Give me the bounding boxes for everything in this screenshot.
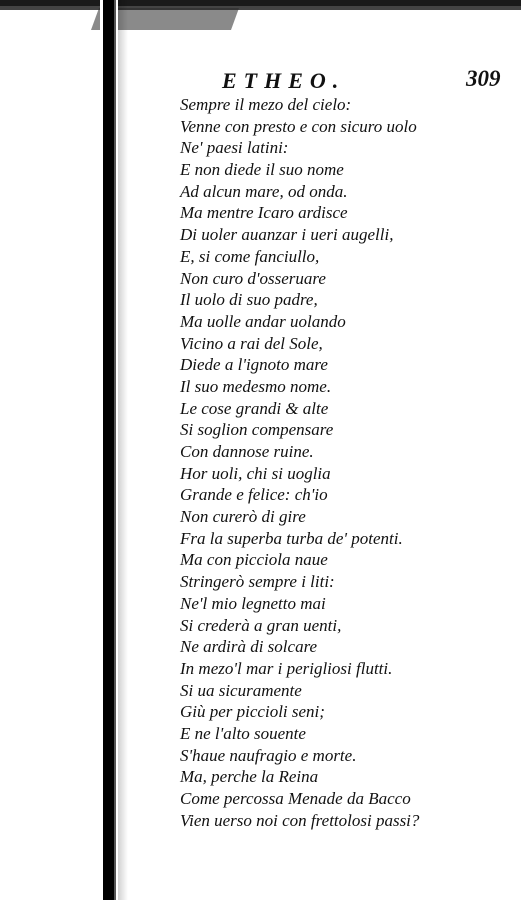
page-top-edge bbox=[0, 0, 521, 34]
verse-line: Con dannose ruine. bbox=[180, 442, 314, 461]
verse-line: Sempre il mezo del cielo: bbox=[180, 95, 352, 114]
verse-line: Ma uolle andar uolando bbox=[180, 311, 346, 331]
verse-line: Si crederà a gran uenti, bbox=[180, 615, 342, 635]
verse-line: Si ua sicuramente bbox=[180, 680, 302, 700]
verse-line: Ma mentre Icaro ardisce bbox=[180, 203, 348, 223]
verse-line: Venne con presto e con sicuro uolo bbox=[180, 116, 417, 136]
verse-line: Di uoler auanzar i ueri augelli, bbox=[180, 225, 394, 245]
verse-line: Il suo medesmo nome. bbox=[180, 376, 332, 396]
verse-line: Giù per piccioli seni; bbox=[180, 702, 325, 722]
verse-line: Ma con picciola naue bbox=[180, 550, 328, 570]
verse-line: Ma, perche la Reina bbox=[180, 767, 319, 787]
verse-line: In mezo'l mar i perigliosi flutti. bbox=[180, 658, 393, 678]
verse-line: Diede a l'ignoto mare bbox=[180, 355, 328, 375]
verse-line: Ne ardirà di solcare bbox=[180, 637, 318, 657]
verse-line: Non curo d'osseruare bbox=[180, 268, 326, 288]
verse-line: Vien uerso noi con frettolosi passi? bbox=[180, 810, 420, 830]
page-header bbox=[0, 66, 521, 96]
verse-line: Non curerò di gire bbox=[180, 507, 306, 527]
gutter-shadow bbox=[118, 0, 128, 900]
verse-line: E, si come fanciullo, bbox=[180, 246, 320, 266]
book-gutter bbox=[100, 0, 118, 900]
verse-line: S'haue naufragio e morte. bbox=[180, 745, 357, 765]
verse-line: Si soglion compensare bbox=[180, 420, 334, 440]
verse-line: Vicino a rai del Sole, bbox=[180, 333, 323, 353]
verse-line: Ad alcun mare, od onda. bbox=[180, 181, 348, 201]
verse-line: Ne' paesi latini: bbox=[180, 138, 289, 158]
running-head: ETHEO. bbox=[222, 68, 346, 93]
verse-line: Le cose grandi & alte bbox=[180, 398, 329, 418]
verse-line: Come percossa Menade da Bacco bbox=[180, 789, 411, 808]
verse-line: Hor uoli, chi si uoglia bbox=[180, 463, 331, 483]
verse-line: E non diede il suo nome bbox=[180, 160, 344, 180]
verse-line: Grande e felice: ch'io bbox=[180, 485, 328, 505]
verse-line: Stringerò sempre i liti: bbox=[180, 572, 335, 592]
verse-line: Il uolo di suo padre, bbox=[180, 290, 318, 310]
verse-line: E ne l'alto souente bbox=[180, 723, 306, 743]
verse-line: Fra la superba turba de' potenti. bbox=[180, 528, 403, 548]
verse-line: Ne'l mio legnetto mai bbox=[180, 593, 326, 613]
verse-list bbox=[180, 94, 419, 831]
page-number: 309 bbox=[466, 66, 501, 91]
